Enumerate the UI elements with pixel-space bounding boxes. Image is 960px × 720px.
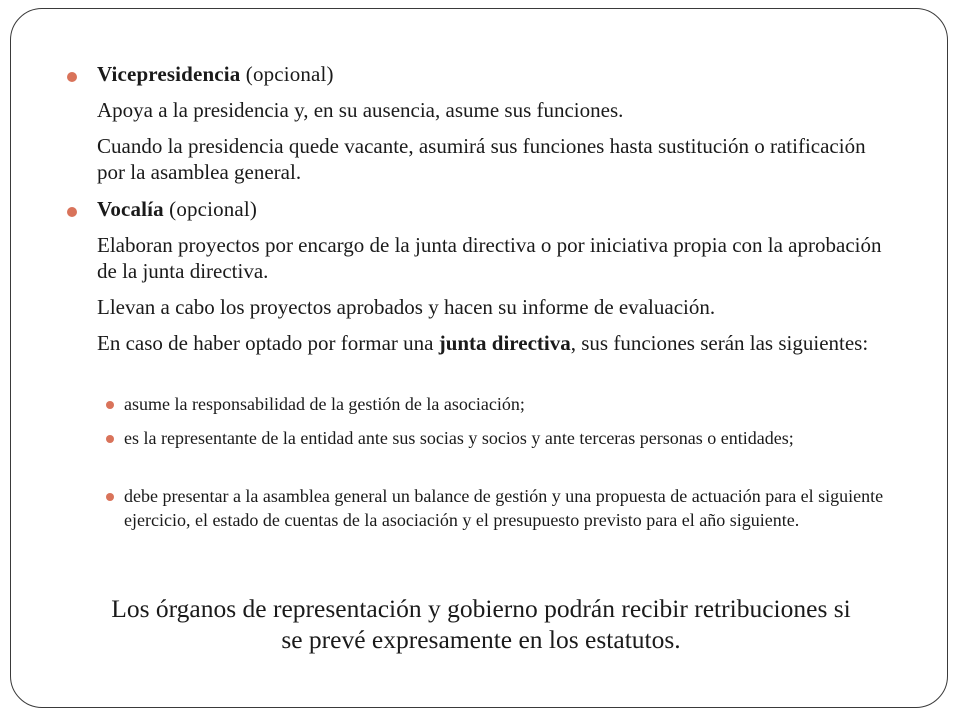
junta-paragraph bbox=[97, 330, 887, 356]
slide-content bbox=[11, 9, 949, 709]
section-title-bold: Vocalía bbox=[97, 197, 164, 221]
closing-statement: Los órganos de representación y gobierno podrán recibir retribuciones si se prevé expresamente en los estatutos. bbox=[111, 594, 851, 654]
paragraph: Apoya a la presidencia y, en su ausencia, asume sus funciones. bbox=[97, 98, 624, 122]
section-title-vicepresidencia bbox=[97, 61, 897, 87]
sub-list-item: es la representante de la entidad ante sus socias y socios y ante terceras personas o entidades; bbox=[124, 428, 794, 448]
bullet-icon bbox=[106, 493, 114, 501]
bullet-icon bbox=[106, 435, 114, 443]
section-title-rest: (opcional) bbox=[240, 62, 334, 86]
slide-frame bbox=[10, 8, 948, 708]
junta-text-bold: junta directiva bbox=[438, 331, 571, 355]
section-title-bold: Vicepresidencia bbox=[97, 62, 241, 86]
junta-text-before: En caso de haber optado por formar una bbox=[97, 331, 439, 355]
bullet-icon bbox=[67, 72, 77, 82]
section-title-vocalia bbox=[97, 196, 897, 222]
paragraph: Llevan a cabo los proyectos aprobados y hacen su informe de evaluación. bbox=[97, 295, 716, 319]
paragraph: Elaboran proyectos por encargo de la junta directiva o por iniciativa propia con la aprobación de la junta directiva. bbox=[97, 233, 882, 283]
sub-list-item: debe presentar a la asamblea general un balance de gestión y una propuesta de actuación para el siguiente ejercicio, el estado de cuentas de la asociación y el presupuesto previsto para el año siguiente. bbox=[124, 486, 884, 530]
sub-list-item: asume la responsabilidad de la gestión de la asociación; bbox=[124, 394, 525, 414]
paragraph: Cuando la presidencia quede vacante, asumirá sus funciones hasta sustitución o ratificación por la asamblea general. bbox=[97, 134, 866, 184]
bullet-icon bbox=[67, 207, 77, 217]
junta-text-after: , sus funciones serán las siguientes: bbox=[570, 331, 869, 355]
bullet-icon bbox=[106, 401, 114, 409]
section-title-rest: (opcional) bbox=[163, 197, 257, 221]
